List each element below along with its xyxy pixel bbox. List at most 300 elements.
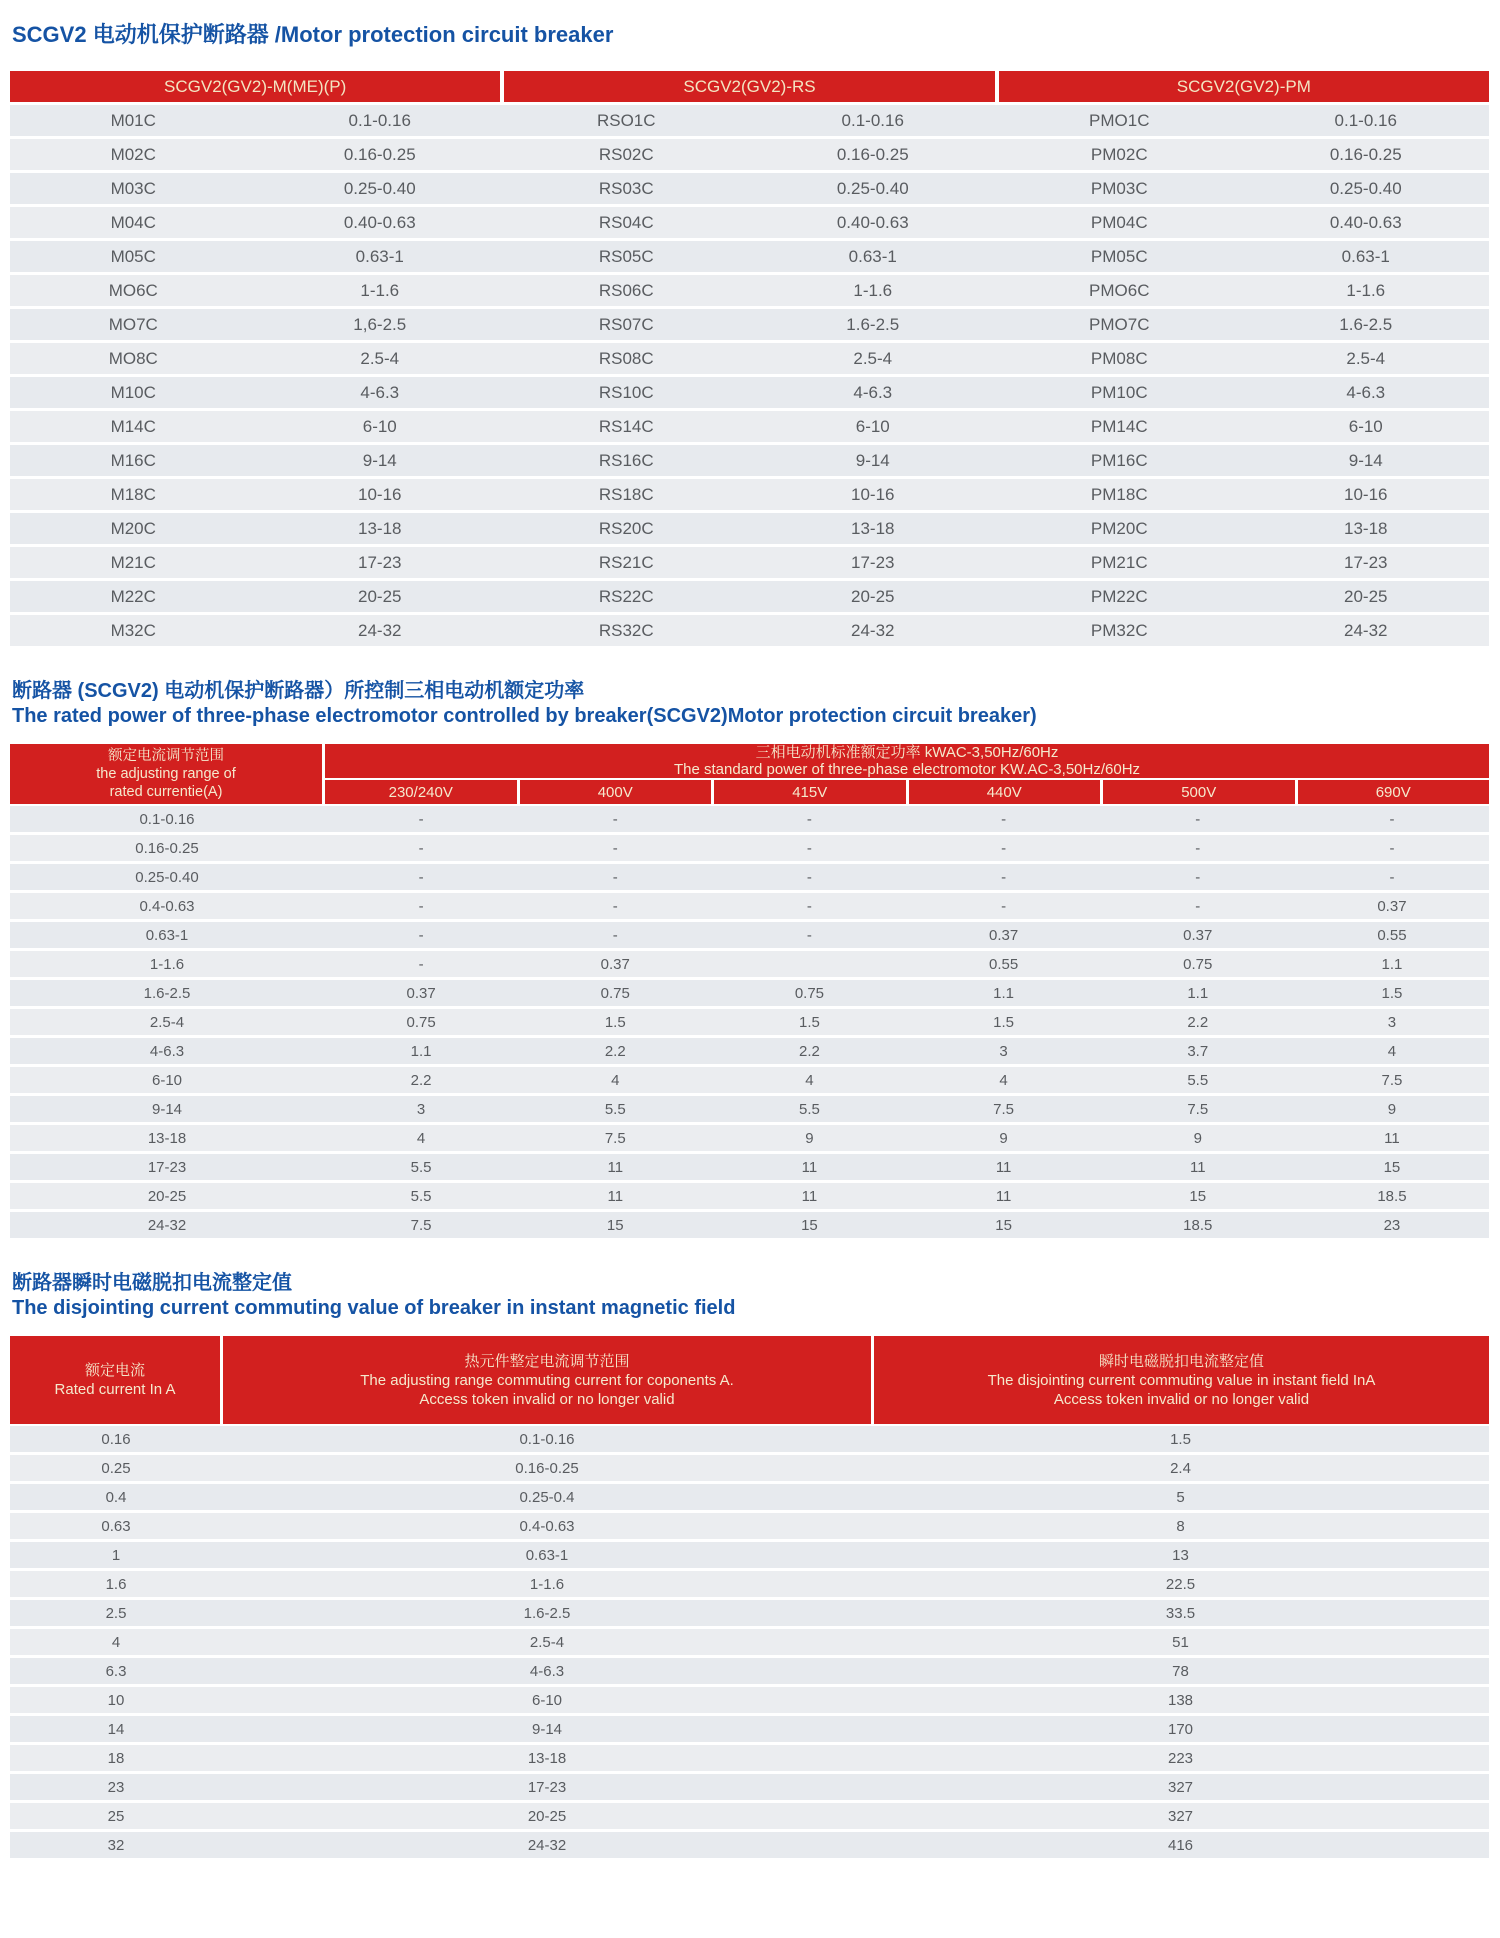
table-cell: M14C: [110, 416, 156, 436]
table-cell: -: [612, 926, 618, 944]
disjointing-value-line-zh: 瞬时电磁脱扣电流整定值: [1098, 1352, 1264, 1370]
table-row: [10, 513, 1489, 544]
table-cell: MO7C: [108, 314, 158, 334]
table-cell: 3: [1387, 1013, 1397, 1031]
page-title: SCGV2 电动机保护断路器 /Motor protection circuit breaker: [12, 22, 614, 47]
table-cell: 6-10: [362, 416, 397, 436]
table-cell: 23: [1383, 1216, 1401, 1234]
table-cell: 1,6-2.5: [353, 314, 407, 334]
table-cell: PM02C: [1090, 144, 1148, 164]
table-row: [10, 275, 1489, 306]
corner-line-1: 额定电流调节范围: [108, 748, 224, 764]
table-cell: 2.4: [1170, 1459, 1191, 1477]
table-cell: -: [418, 955, 424, 973]
table-cell: M01C: [110, 110, 156, 130]
table-cell: PMO1C: [1089, 110, 1150, 130]
table-cell: 2.2: [410, 1071, 432, 1089]
adjusting-range-line-zh: 热元件整定电流调节范围: [464, 1352, 630, 1370]
table-cell: 14: [107, 1720, 125, 1738]
power-span-line-en: The standard power of three-phase electromotor KW.AC-3,50Hz/60Hz: [673, 761, 1141, 778]
table-cell: 2.5-4: [149, 1013, 185, 1031]
table-cell: 1.5: [1170, 1430, 1191, 1448]
table-cell: 7.5: [410, 1216, 432, 1234]
table-cell: 0.25-0.40: [135, 868, 199, 886]
rated-power-table: [10, 744, 1489, 1238]
power-header-group: [325, 744, 1489, 804]
table-cell: 0.63-1: [145, 926, 189, 944]
table-cell: 2.5-4: [1346, 348, 1386, 368]
table-row: [10, 139, 1489, 170]
table-cell: RS22C: [598, 586, 654, 606]
table-row: [10, 1832, 1489, 1858]
table-cell: 4-6.3: [149, 1042, 185, 1060]
table-cell: -: [612, 839, 618, 857]
table-cell: RS16C: [598, 450, 654, 470]
table-row: [10, 1183, 1489, 1209]
table-cell: -: [418, 897, 424, 915]
table-cell: 8: [1176, 1517, 1185, 1535]
table-cell: 5.5: [604, 1100, 626, 1118]
table-cell: 170: [1167, 1720, 1194, 1738]
table-cell: 0.1-0.16: [519, 1430, 575, 1448]
table-cell: 3.7: [1187, 1042, 1209, 1060]
table-cell: 5.5: [410, 1187, 432, 1205]
table-cell: 4: [999, 1071, 1008, 1089]
table-cell: 0.4: [105, 1488, 127, 1506]
table-cell: RS06C: [598, 280, 654, 300]
table-cell: PM03C: [1090, 178, 1148, 198]
section2-title-en: The rated power of three-phase electromotor controlled by breaker(SCGV2)Motor protection circuit breaker): [12, 705, 1037, 727]
table-cell: 6-10: [531, 1691, 563, 1709]
table-cell: 3: [416, 1100, 426, 1118]
table-cell: PM08C: [1090, 348, 1148, 368]
table-row: [10, 411, 1489, 442]
rated-current-line-zh: 额定电流: [84, 1362, 145, 1379]
table-cell: 0.75: [794, 984, 825, 1002]
table-cell: 17-23: [1344, 552, 1388, 572]
table-cell: MO6C: [108, 280, 158, 300]
table-cell: 1-1.6: [1346, 280, 1386, 300]
table-cell: 9-14: [151, 1100, 183, 1118]
table-cell: 20-25: [527, 1807, 567, 1825]
table-cell: M02C: [110, 144, 156, 164]
table-cell: 1.5: [993, 1013, 1015, 1031]
table-cell: 0.37: [1377, 897, 1407, 915]
table-cell: 7.5: [604, 1129, 626, 1147]
table-cell: 24-32: [147, 1216, 187, 1234]
table-cell: 20-25: [851, 586, 895, 606]
table-cell: 0.16-0.25: [836, 144, 909, 164]
table-cell: -: [612, 810, 618, 828]
table-cell: 4: [111, 1633, 121, 1651]
table-cell: 24-32: [527, 1836, 567, 1854]
table-cell: 3: [999, 1042, 1008, 1060]
table-cell: MO8C: [108, 348, 158, 368]
table-row: [10, 922, 1489, 948]
table-cell: 0.37: [989, 926, 1019, 944]
table-cell: PM20C: [1090, 518, 1148, 538]
table-cell: 1.1: [1187, 984, 1209, 1002]
magnetic-trip-table-body: [10, 1426, 1489, 1858]
table-cell: 6.3: [105, 1662, 127, 1680]
table-cell: 2.5: [105, 1604, 127, 1622]
table-cell: 2.5-4: [529, 1633, 565, 1651]
table-cell: 0.55: [1377, 926, 1407, 944]
table-cell: 6-10: [855, 416, 890, 436]
table-cell: M03C: [110, 178, 156, 198]
table-cell: 13-18: [358, 518, 402, 538]
table-cell: PM14C: [1090, 416, 1148, 436]
table-row: [10, 1096, 1489, 1122]
table-cell: RS14C: [598, 416, 654, 436]
table-cell: 1.6: [105, 1575, 127, 1593]
table-cell: 1-1.6: [149, 955, 185, 973]
voltage-header-400v: 400V: [520, 780, 712, 804]
table-row: [10, 1067, 1489, 1093]
table-row: [10, 343, 1489, 374]
table-cell: 1.5: [604, 1013, 626, 1031]
table-cell: RS32C: [598, 620, 654, 640]
table-row: [10, 1212, 1489, 1238]
table-cell: 6-10: [151, 1071, 183, 1089]
table-cell: -: [1001, 810, 1007, 828]
table-cell: 9: [1387, 1100, 1397, 1118]
table-cell: 5: [1176, 1488, 1185, 1506]
table-row: [10, 980, 1489, 1006]
table-row: [10, 309, 1489, 340]
table-cell: 17-23: [851, 552, 895, 572]
table-cell: PMO6C: [1089, 280, 1150, 300]
table-cell: 0.25-0.40: [836, 178, 909, 198]
breaker-model-table-header: [10, 71, 1489, 102]
table-row: [10, 1038, 1489, 1064]
table-cell: 9-14: [362, 450, 397, 470]
table-row: [10, 1774, 1489, 1800]
table-row: [10, 445, 1489, 476]
table-cell: 0.16: [101, 1430, 131, 1448]
rated-current-line-en: Rated current In A: [54, 1381, 176, 1398]
table-cell: 0.25-0.40: [1329, 178, 1402, 198]
table-cell: 0.4-0.63: [519, 1517, 575, 1535]
table-row: [10, 105, 1489, 136]
disjointing-value-line-en2: Access token invalid or no longer valid: [1053, 1390, 1310, 1408]
adjusting-range-line-en1: The adjusting range commuting current for coponents A.: [360, 1371, 734, 1389]
table-cell: 13-18: [527, 1749, 567, 1767]
table-row: [10, 893, 1489, 919]
table-cell: 24-32: [358, 620, 402, 640]
table-cell: 9-14: [855, 450, 890, 470]
breaker-model-table-body: [10, 105, 1489, 646]
table-cell: 15: [995, 1216, 1012, 1234]
table-cell: PM04C: [1090, 212, 1148, 232]
table-cell: M32C: [110, 620, 156, 640]
table-row: [10, 207, 1489, 238]
table-cell: 9-14: [531, 1720, 563, 1738]
table-row: [10, 1629, 1489, 1655]
table-cell: 15: [1189, 1187, 1207, 1205]
table-cell: 5.5: [1187, 1071, 1209, 1089]
rated-power-table-body: [10, 806, 1489, 1238]
table-cell: 0.1-0.16: [139, 810, 195, 828]
rated-power-table-header: [10, 744, 1489, 804]
table-row: [10, 1716, 1489, 1742]
table-cell: M05C: [110, 246, 156, 266]
table-cell: -: [612, 868, 618, 886]
table-cell: 0.63-1: [355, 246, 404, 266]
voltage-header-415v: 415V: [714, 780, 906, 804]
table-cell: -: [418, 810, 424, 828]
section3-title-zh: 断路器瞬时电磁脱扣电流整定值: [12, 1272, 292, 1294]
table-cell: 33.5: [1165, 1604, 1196, 1622]
table-cell: 2.2: [799, 1042, 820, 1060]
table-cell: 4-6.3: [529, 1662, 565, 1680]
table-cell: 1.6-2.5: [143, 984, 191, 1002]
table-cell: -: [806, 926, 812, 944]
table-cell: 24-32: [1344, 620, 1388, 640]
table-cell: 9: [1193, 1129, 1202, 1147]
breaker-model-table: [10, 71, 1489, 646]
table-cell: 0.4-0.63: [139, 897, 195, 915]
table-row: [10, 241, 1489, 272]
table-cell: -: [1195, 839, 1201, 857]
table-cell: RS05C: [598, 246, 654, 266]
table-cell: RS07C: [598, 314, 654, 334]
table-row: [10, 615, 1489, 646]
table-cell: 0.25: [101, 1459, 131, 1477]
table-cell: 0.25-0.4: [519, 1488, 575, 1506]
table-cell: 13-18: [147, 1129, 187, 1147]
table-cell: M10C: [110, 382, 156, 402]
table-cell: 25: [107, 1807, 125, 1825]
table-cell: 13-18: [1344, 518, 1388, 538]
table-cell: PMO7C: [1089, 314, 1150, 334]
table-cell: PM16C: [1090, 450, 1148, 470]
disjointing-value-line-en1: The disjointing current commuting value in instant field InA: [987, 1371, 1376, 1389]
voltage-header-500v: 500V: [1103, 780, 1295, 804]
table-cell: 0.63-1: [525, 1546, 569, 1564]
table-cell: 327: [1167, 1778, 1194, 1796]
table-row: [10, 1542, 1489, 1568]
table-cell: 6-10: [1348, 416, 1383, 436]
table-cell: 0.16-0.25: [343, 144, 416, 164]
table-cell: PM21C: [1090, 552, 1148, 572]
table-row: [10, 547, 1489, 578]
table-cell: RS21C: [598, 552, 654, 572]
table-cell: M16C: [110, 450, 156, 470]
table-row: [10, 1687, 1489, 1713]
table-cell: -: [418, 926, 424, 944]
power-span-line-zh: 三相电动机标准额定功率 kWAC-3,50Hz/60Hz: [755, 744, 1059, 761]
table-cell: 10: [107, 1691, 125, 1709]
table-cell: 1.1: [410, 1042, 432, 1060]
table-row: [10, 173, 1489, 204]
table-cell: 18.5: [1377, 1187, 1407, 1205]
table-cell: M22C: [110, 586, 156, 606]
table-cell: 1.6-2.5: [1339, 314, 1393, 334]
table-row: [10, 1426, 1489, 1452]
table-cell: 1-1.6: [529, 1575, 565, 1593]
table-cell: PM18C: [1090, 484, 1148, 504]
table-cell: 0.40-0.63: [1329, 212, 1402, 232]
corner-line-2: the adjusting range of: [96, 766, 236, 782]
table-cell: 2.2: [604, 1042, 626, 1060]
table-row: [10, 479, 1489, 510]
table-cell: 13-18: [851, 518, 895, 538]
table-cell: -: [1001, 897, 1007, 915]
table-cell: 0.1-0.16: [1334, 110, 1397, 130]
table-cell: -: [1389, 839, 1395, 857]
table-cell: 0.63-1: [1341, 246, 1390, 266]
table-row: [10, 951, 1489, 977]
table-cell: -: [418, 868, 424, 886]
group-header-mmep: SCGV2(GV2)-M(ME)(P): [10, 71, 500, 102]
table-cell: 0.16-0.25: [515, 1459, 579, 1477]
table-cell: -: [612, 897, 618, 915]
table-cell: 0.37: [406, 984, 436, 1002]
table-cell: 0.63: [101, 1517, 131, 1535]
table-cell: 11: [995, 1158, 1012, 1176]
table-cell: 4-6.3: [360, 382, 400, 402]
table-cell: 13: [1172, 1546, 1189, 1564]
table-cell: 0.63-1: [848, 246, 897, 266]
table-cell: PM05C: [1090, 246, 1148, 266]
table-cell: 4: [805, 1071, 814, 1089]
table-cell: 15: [606, 1216, 624, 1234]
magnetic-trip-table: [10, 1336, 1489, 1858]
table-row: [10, 1571, 1489, 1597]
table-cell: 17-23: [527, 1778, 567, 1796]
table-cell: 11: [1189, 1158, 1206, 1176]
voltage-header-690v: 690V: [1298, 780, 1490, 804]
table-cell: M21C: [110, 552, 156, 572]
table-cell: 327: [1167, 1807, 1194, 1825]
table-row: [10, 1125, 1489, 1151]
table-cell: -: [806, 839, 812, 857]
table-cell: RS18C: [598, 484, 654, 504]
adjusting-range-header-cell: [223, 1336, 871, 1424]
table-cell: -: [1001, 868, 1007, 886]
table-cell: 18: [107, 1749, 125, 1767]
table-cell: 138: [1167, 1691, 1194, 1709]
table-cell: 1.1: [993, 984, 1015, 1002]
table-cell: 15: [1383, 1158, 1401, 1176]
table-cell: 0.37: [600, 955, 630, 973]
table-cell: -: [1389, 868, 1395, 886]
table-cell: 20-25: [147, 1187, 187, 1205]
table-cell: 32: [107, 1836, 125, 1854]
table-cell: RS04C: [598, 212, 654, 232]
table-cell: -: [1389, 810, 1395, 828]
table-row: [10, 1455, 1489, 1481]
table-cell: 1-1.6: [853, 280, 893, 300]
table-cell: 0.40-0.63: [343, 212, 416, 232]
table-cell: 1-1.6: [360, 280, 400, 300]
corner-header-cell: [10, 744, 322, 804]
table-cell: [712, 951, 906, 977]
table-cell: 1.5: [799, 1013, 820, 1031]
table-cell: 0.75: [406, 1013, 436, 1031]
table-cell: 17-23: [358, 552, 402, 572]
table-cell: 17-23: [147, 1158, 187, 1176]
table-row: [10, 1513, 1489, 1539]
table-cell: -: [806, 868, 812, 886]
table-cell: 20-25: [358, 586, 402, 606]
table-cell: M18C: [110, 484, 156, 504]
voltage-header-row: [325, 780, 1489, 804]
table-cell: 0.55: [989, 955, 1019, 973]
table-cell: 416: [1167, 1836, 1194, 1854]
table-cell: 1: [111, 1546, 121, 1564]
table-row: [10, 835, 1489, 861]
table-cell: RS02C: [598, 144, 654, 164]
table-cell: 10-16: [851, 484, 895, 504]
table-cell: 4-6.3: [1346, 382, 1386, 402]
table-cell: RS20C: [598, 518, 654, 538]
group-header-pm: SCGV2(GV2)-PM: [999, 71, 1489, 102]
table-cell: 9: [805, 1129, 814, 1147]
table-row: [10, 1658, 1489, 1684]
table-cell: RS03C: [598, 178, 654, 198]
table-row: [10, 1600, 1489, 1626]
table-cell: 0.16-0.25: [1329, 144, 1402, 164]
table-cell: PM22C: [1090, 586, 1148, 606]
table-cell: 1.1: [1381, 955, 1403, 973]
table-cell: 9: [999, 1129, 1008, 1147]
table-cell: M20C: [110, 518, 156, 538]
disjointing-value-header-cell: [874, 1336, 1489, 1424]
table-cell: 11: [607, 1187, 624, 1205]
table-cell: 5.5: [799, 1100, 820, 1118]
table-row: [10, 1484, 1489, 1510]
table-cell: 22.5: [1165, 1575, 1196, 1593]
corner-line-3: rated currentie(A): [109, 784, 223, 800]
table-row: [10, 377, 1489, 408]
table-cell: 7.5: [1381, 1071, 1403, 1089]
table-row: [10, 864, 1489, 890]
table-cell: 0.75: [1183, 955, 1213, 973]
table-cell: 7.5: [1187, 1100, 1209, 1118]
table-row: [10, 806, 1489, 832]
table-cell: 9-14: [1348, 450, 1383, 470]
table-cell: PM10C: [1090, 382, 1148, 402]
magnetic-trip-table-header: [10, 1336, 1489, 1424]
table-cell: 223: [1167, 1749, 1194, 1767]
table-cell: 18.5: [1183, 1216, 1213, 1234]
table-cell: 1.6-2.5: [846, 314, 900, 334]
table-row: [10, 1154, 1489, 1180]
section3-title-en: The disjointing current commuting value of breaker in instant magnetic field: [12, 1297, 736, 1319]
table-cell: -: [418, 839, 424, 857]
table-cell: 1.5: [1381, 984, 1403, 1002]
table-cell: 23: [107, 1778, 125, 1796]
table-cell: 78: [1172, 1662, 1189, 1680]
voltage-header-230-240v: 230/240V: [325, 780, 517, 804]
table-cell: 2.5-4: [360, 348, 400, 368]
section2-title-zh: 断路器 (SCGV2) 电动机保护断路器）所控制三相电动机额定功率: [12, 680, 585, 702]
table-cell: 4: [611, 1071, 620, 1089]
adjusting-range-line-en2: Access token invalid or no longer valid: [419, 1390, 675, 1408]
table-cell: -: [1195, 868, 1201, 886]
table-cell: -: [1195, 897, 1201, 915]
table-cell: -: [1195, 810, 1201, 828]
table-cell: 0.1-0.16: [348, 110, 411, 130]
table-cell: RS08C: [598, 348, 654, 368]
table-cell: 15: [801, 1216, 818, 1234]
table-cell: -: [806, 810, 812, 828]
table-cell: 2.2: [1187, 1013, 1209, 1031]
table-cell: 0.16-0.25: [135, 839, 199, 857]
table-cell: 2.5-4: [853, 348, 893, 368]
